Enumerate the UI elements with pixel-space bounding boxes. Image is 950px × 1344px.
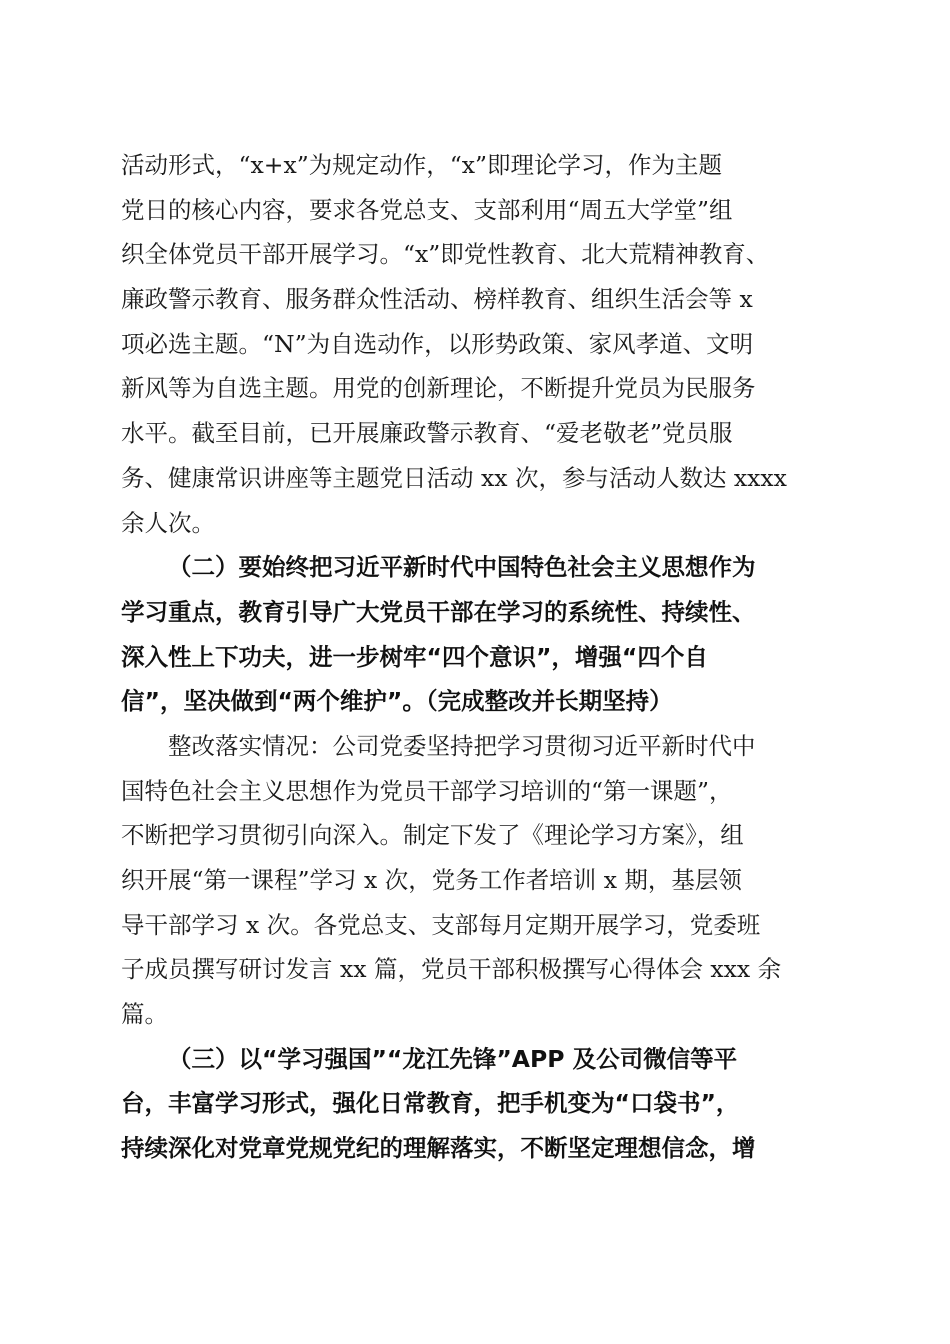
text-line: 活动形式，“x+x”为规定动作，“x”即理论学习，作为主题 bbox=[121, 151, 723, 179]
document-body bbox=[121, 143, 841, 1171]
text-line: 廉政警示教育、服务群众性活动、榜样教育、组织生活会等 x bbox=[121, 285, 753, 314]
text-line: 新风等为自选主题。用党的创新理论，不断提升党员为民服务 bbox=[121, 374, 756, 403]
text-line: 余人次。 bbox=[121, 508, 215, 537]
text-line: 国特色社会主义思想作为党员干部学习培训的“第一课题”， bbox=[121, 776, 733, 805]
section-heading-2 bbox=[121, 545, 841, 724]
heading-line: （三）以“学习强国”“龙江先锋”APP 及公司微信等平 bbox=[168, 1044, 738, 1073]
heading-line: 学习重点，教育引导广大党员干部在学习的系统性、持续性、 bbox=[121, 597, 756, 626]
text-line: 子成员撰写研讨发言 xx 篇，党员干部积极撰写心得体会 xxx 余 bbox=[121, 955, 782, 984]
text-line: 篇。 bbox=[121, 1000, 168, 1029]
heading-line: 信”，坚决做到“两个维护”。（完成整改并长期坚持） bbox=[121, 687, 673, 716]
heading-line: （二）要始终把习近平新时代中国特色社会主义思想作为 bbox=[168, 553, 756, 582]
heading-line: 持续深化对党章党规党纪的理解落实，不断坚定理想信念，增 bbox=[121, 1134, 756, 1163]
text-line: 整改落实情况：公司党委坚持把学习贯彻习近平新时代中 bbox=[168, 731, 756, 760]
text-line: 党日的核心内容，要求各党总支、支部利用“周五大学堂”组 bbox=[121, 195, 733, 224]
paragraph-continued-activity-form bbox=[121, 143, 841, 545]
text-line: 导干部学习 x 次。各党总支、支部每月定期开展学习，党委班 bbox=[121, 910, 761, 939]
heading-line: 台，丰富学习形式，强化日常教育，把手机变为“口袋书”， bbox=[121, 1089, 740, 1118]
text-line: 织开展“第一课程”学习 x 次，党务工作者培训 x 期，基层领 bbox=[121, 866, 742, 894]
text-line: 水平。截至目前，已开展廉政警示教育、“爱老敬老”党员服 bbox=[121, 419, 733, 448]
text-line: 织全体党员干部开展学习。“x”即党性教育、北大荒精神教育、 bbox=[121, 240, 770, 269]
text-line: 务、健康常识讲座等主题党日活动 xx 次，参与活动人数达 xxxx bbox=[121, 463, 787, 492]
paragraph-rectification-status bbox=[121, 724, 841, 1037]
section-heading-3 bbox=[121, 1037, 841, 1171]
text-line: 不断把学习贯彻引向深入。制定下发了《理论学习方案》，组 bbox=[121, 821, 744, 850]
text-line: 项必选主题。“N”为自选动作，以形势政策、家风孝道、文明 bbox=[121, 329, 754, 358]
heading-line: 深入性上下功夫，进一步树牢“四个意识”，增强“四个自 bbox=[121, 642, 708, 671]
